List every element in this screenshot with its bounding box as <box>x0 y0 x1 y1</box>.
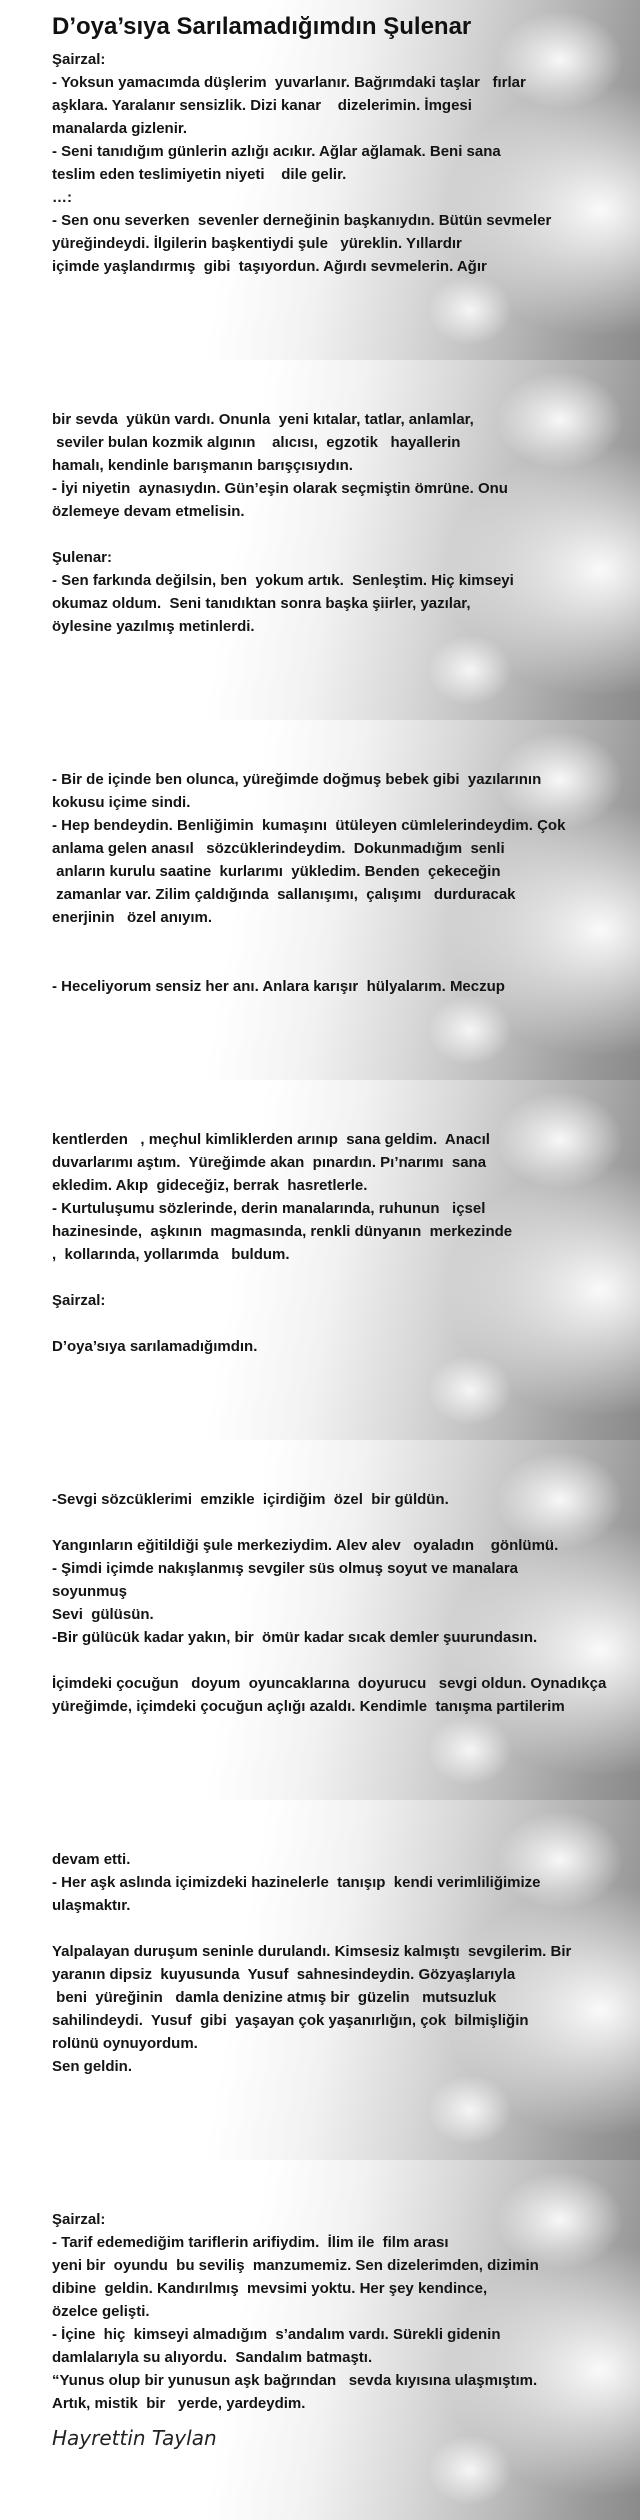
panel-content <box>52 768 634 998</box>
poem-line <box>52 1511 634 1534</box>
poem-line: ekledim. Akıp gideceğiz, berrak hasretlerle. <box>52 1177 368 1194</box>
poem-line: Sevi gülüsün. <box>52 1606 154 1623</box>
poem-line: …: <box>52 189 72 206</box>
panel-content <box>52 2208 634 2453</box>
poem-panel-3 <box>0 720 640 1080</box>
poem-line: hamalı, kendinle barışmanın barışçısıydın. <box>52 457 353 474</box>
panel-content <box>52 408 634 638</box>
poem-line <box>52 929 634 952</box>
poem-line: Şairzal: <box>52 1292 106 1309</box>
panel-content <box>52 1488 634 1718</box>
poem-line: - İyi niyetin aynasıydın. Gün’eşin olarak seçmiştin ömrüne. Onu <box>52 480 508 497</box>
poem-panel-7 <box>0 2160 640 2520</box>
poem-line: anların kurulu saatine kurlarımı yükledim. Benden çekeceğin <box>52 863 501 880</box>
poem-line: teslim eden teslimiyetin niyeti dile gelir. <box>52 166 347 183</box>
poem-line <box>52 1649 634 1672</box>
poem-line: -Bir gülücük kadar yakın, bir ömür kadar sıcak demler şuurundasın. <box>52 1629 538 1646</box>
poem-line: - Şimdi içimde nakışlanmış sevgiler süs olmuş soyut ve manalara <box>52 1560 519 1577</box>
poem-line: ulaşmaktır. <box>52 1897 131 1914</box>
poem-line: - Sen farkında değilsin, ben yokum artık. Senleştim. Hiç kimseyi <box>52 572 514 589</box>
poem-line: - Sen onu severken sevenler derneğinin başkanıydın. Bütün sevmeler <box>52 212 552 229</box>
poem-line: yüreğimde, içimdeki çocuğun açlığı azaldı. Kendimle tanışma partilerim <box>52 1698 565 1715</box>
poem-line: manalarda gizlenir. <box>52 120 188 137</box>
poem-line: damlalarıyla su alıyordu. Sandalım batmaştı. <box>52 2349 373 2366</box>
poem-line: Şairzal: <box>52 2211 106 2228</box>
poem-line: dibine geldin. Kandırılmış mevsimi yoktu. Her şey kendince, <box>52 2280 488 2297</box>
poem-line: - Bir de içinde ben olunca, yüreğimde doğmuş bebek gibi yazılarının <box>52 771 542 788</box>
poem-line: beni yüreğinin damla denizine atmış bir güzelin mutsuzluk <box>52 1989 497 2006</box>
poem-line: içimde yaşlandırmış gibi taşıyordun. Ağırdı sevmelerin. Ağır <box>52 258 487 275</box>
poem-title: D’oya’sıya Sarılamadığımdın Şulenar <box>52 13 472 40</box>
panel-content <box>52 1128 634 1358</box>
poem-line: - Seni tanıdığım günlerin azlığı acıkır. Ağlar ağlamak. Beni sana <box>52 143 501 160</box>
poem-line: yüreğindeydi. İlgilerin başkentiydi şule yüreklin. Yıllardır <box>52 235 462 252</box>
poem-line: “Yunus olup bir yunusun aşk bağrından sevda kıyısına ulaşmıştım. <box>52 2372 538 2389</box>
panel-content <box>52 1848 634 2078</box>
poem-line: - İçine hiç kimseyi almadığım s’andalım vardı. Sürekli gidenin <box>52 2326 501 2343</box>
poem-line <box>52 1266 634 1289</box>
poem-line: özlemeye devam etmelisin. <box>52 503 245 520</box>
poem-line: - Yoksun yamacımda düşlerim yuvarlanır. Bağrımdaki taşlar fırlar <box>52 74 526 91</box>
poem-line: bir sevda yükün vardı. Onunla yeni kıtalar, tatlar, anlamlar, <box>52 411 474 428</box>
poem-line: zamanlar var. Zilim çaldığında sallanışımı, çalışımı durduracak <box>52 886 516 903</box>
poem-line: Şairzal: <box>52 51 106 68</box>
poem-panel-5 <box>0 1440 640 1800</box>
poem-line <box>52 523 634 546</box>
poem-line: öylesine yazılmış metinlerdi. <box>52 618 255 635</box>
poem-line: D’oya’sıya sarılamadığımdın. <box>52 1338 258 1355</box>
poem-line: soyunmuş <box>52 1583 128 1600</box>
poem-line: devam etti. <box>52 1851 131 1868</box>
poem-panel-1 <box>0 0 640 360</box>
poem-panel-6 <box>0 1800 640 2160</box>
poem-line: anlama gelen anasıl sözcüklerindeydim. Dokunmadığım senli <box>52 840 505 857</box>
panel-content <box>52 10 634 278</box>
poem-line: özelce gelişti. <box>52 2303 150 2320</box>
poem-line: - Heceliyorum sensiz her anı. Anlara karışır hülyalarım. Meczup <box>52 978 505 995</box>
poem-line: sahilindeydi. Yusuf gibi yaşayan çok yaşanırlığın, çok bilmişliğin <box>52 2012 529 2029</box>
poem-line <box>52 1917 634 1940</box>
poem-line: -Sevgi sözcüklerimi emzikle içirdiğim özel bir güldün. <box>52 1491 449 1508</box>
poem-line: İçimdeki çocuğun doyum oyuncaklarına doyurucu sevgi oldun. Oynadıkça <box>52 1675 607 1692</box>
poem-line: enerjinin özel anıyım. <box>52 909 213 926</box>
poem-panel-2 <box>0 360 640 720</box>
poem-line: - Hep bendeydin. Benliğimin kumaşını ütüleyen cümlelerindeydim. Çok <box>52 817 566 834</box>
poem-line: seviler bulan kozmik algının alıcısı, egzotik hayallerin <box>52 434 461 451</box>
poem-line: Yalpalayan duruşum seninle durulandı. Kimsesiz kalmıştı sevgilerim. Bir <box>52 1943 572 1960</box>
poem-line <box>52 1312 634 1335</box>
poem-line: - Her aşk aslında içimizdeki hazinelerle tanışıp kendi verimliliğimize <box>52 1874 541 1891</box>
poem-line: Sen geldin. <box>52 2058 133 2075</box>
poem-line: aşklara. Yaralanır sensizlik. Dizi kanar dizelerimin. İmgesi <box>52 97 472 114</box>
poem-line: okumaz oldum. Seni tanıdıktan sonra başka şiirler, yazılar, <box>52 595 471 612</box>
poem-line: - Tarif edemediğim tariflerin arifiydim. İlim ile film arası <box>52 2234 449 2251</box>
poem-line <box>52 952 634 975</box>
poem-line: Artık, mistik bir yerde, yardeydim. <box>52 2395 306 2412</box>
author-signature: Hayrettin Taylan <box>52 2426 217 2450</box>
poem-line: yeni bir oyundu bu seviliş manzumemiz. Sen dizelerimden, dizimin <box>52 2257 539 2274</box>
poem-line: yaranın dipsiz kuyusunda Yusuf sahnesindeydin. Gözyaşlarıyla <box>52 1966 516 1983</box>
poem-panel-4 <box>0 1080 640 1440</box>
poem-line: kentlerden , meçhul kimliklerden arınıp sana geldim. Anacıl <box>52 1131 490 1148</box>
poem-line: duvarlarımı aştım. Yüreğimde akan pınardın. Pı’narımı sana <box>52 1154 487 1171</box>
poem-line: , kollarında, yollarımda buldum. <box>52 1246 290 1263</box>
poem-line: Yangınların eğitildiği şule merkeziydim. Alev alev oyaladın gönlümü. <box>52 1537 559 1554</box>
poem-line: - Kurtuluşumu sözlerinde, derin manalarında, ruhunun içsel <box>52 1200 486 1217</box>
poem-line: rolünü oynuyordum. <box>52 2035 198 2052</box>
poem-line: kokusu içime sindi. <box>52 794 191 811</box>
poem-line: hazinesinde, aşkının magmasında, renkli dünyanın merkezinde <box>52 1223 513 1240</box>
poem-line: Şulenar: <box>52 549 113 566</box>
